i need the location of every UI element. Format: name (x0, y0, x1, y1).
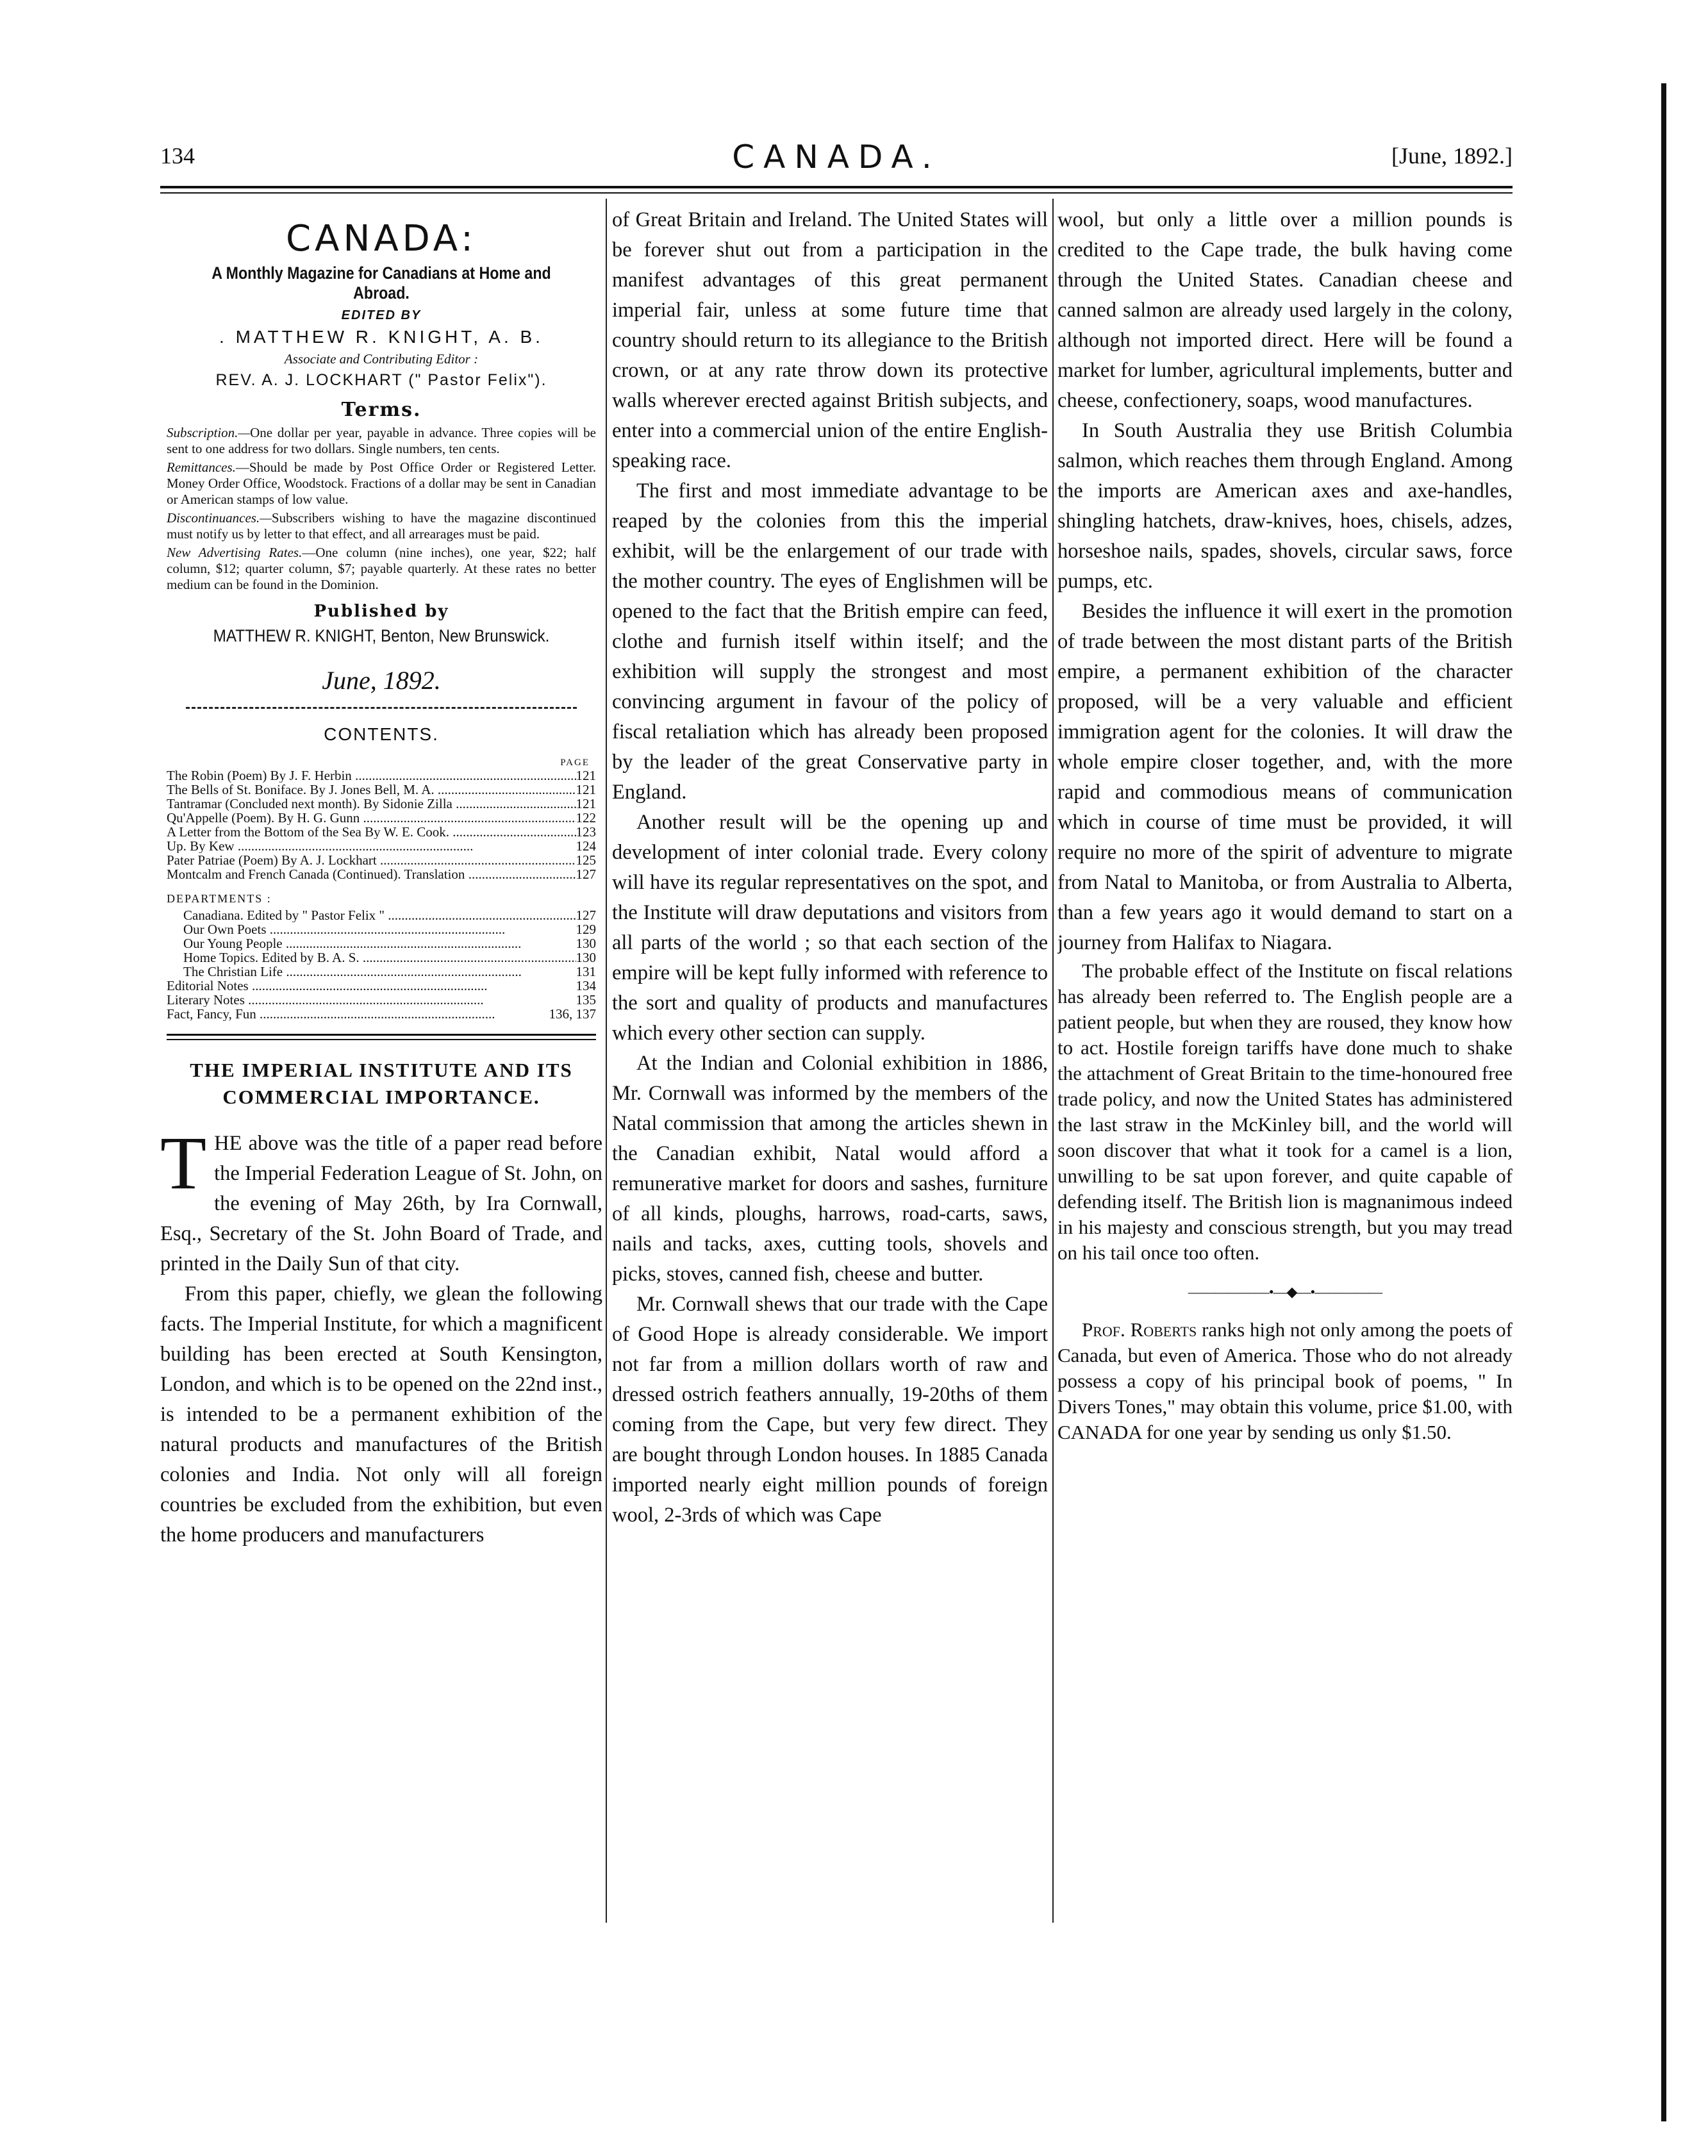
toc-entry: Tantramar (Concluded next month). By Sidonie Zilla ..... 121 (167, 797, 596, 811)
ornamental-separator: ——————•—◆—•————— (1188, 1284, 1382, 1300)
page-number: 134 (160, 143, 195, 169)
masthead (160, 218, 602, 421)
table-of-contents (160, 768, 602, 1021)
toc-entry: Montcalm and French Canada (Continued). Translation ..... 127 (167, 867, 596, 881)
terms-item: Subscription.—One dollar per year, payable in advance. Three copies will be sent to one address for two dollars. Single numbers, ten cents. (167, 425, 596, 456)
column-divider (1052, 199, 1054, 1923)
edited-by-label: EDITED BY (341, 308, 422, 322)
double-rule (167, 1034, 596, 1040)
page-edge-bar (1661, 83, 1666, 2121)
toc-entry: Pater Patriae (Poem) By A. J. Lockhart ..... 125 (167, 853, 596, 867)
ornamental-rule (186, 707, 577, 715)
column-divider (606, 199, 607, 1923)
note-paragraph: Prof. Roberts ranks high not only among the poets of Canada, but even of America. Those who do not already possess a copy of his principal book of poems, " In Divers Tones," may obtain this volume, price $1.00, with CANADA for one year by sending us only $1.50. (1057, 1318, 1513, 1443)
article-paragraph: wool, but only a little over a million pounds is credited to the Cape trade, the bulk having come through the United States. Canadian cheese and canned salmon are already used largely in the colony, although not imported direct. Here will be found a market for lumber, agricultural implements, butter and cheese, confectionery, soaps, wood manufactures. (1057, 208, 1513, 412)
masthead-name: CANADA: (286, 218, 477, 260)
header-date: [June, 1892.] (1391, 143, 1513, 169)
note-name: Prof. Roberts (1082, 1318, 1197, 1341)
toc-department: Home Topics. Edited by B. A. S. ..... 130 (167, 950, 596, 965)
article-paragraph: Besides the influence it will exert in the promotion of trade between the most distant parts of the British empire, a permanent exhibition of the character proposed, will be a very valuable and efficient immigration agent for the colonies. It will draw the whole empire closer together, and, with the more rapid and commodious means of communication which in course of time must be provided, it will require no more of the spirit of adventure to migrate from Natal to Manitoba, or from Australia to Alberta, than a few years ago it would demand to start on a journey from Halifax to Niagara. (1057, 600, 1513, 954)
toc-department: Literary Notes ..... 135 (167, 993, 596, 1007)
publisher: MATTHEW R. KNIGHT, Benton, New Brunswick. (213, 626, 550, 645)
toc-department: Canadiana. Edited by " Pastor Felix " ..... 127 (167, 908, 596, 922)
issue-date: June, 1892. (322, 666, 441, 695)
toc-entry: Qu'Appelle (Poem). By H. G. Gunn ..... 122 (167, 811, 596, 825)
associate-label: Associate and Contributing Editor : (284, 351, 479, 367)
departments-label: DEPARTMENTS : (167, 892, 272, 905)
published-by-label: Published by (313, 602, 449, 621)
header-rule (160, 186, 1513, 188)
article-paragraph: Mr. Cornwall shews that our trade with the Cape of Good Hope is already considerable. We import not far from a million dollars worth of raw and dressed ostrich feathers annually, 19-20ths of them coming from the Cape, but very few direct. They are bought through London houses. In 1885 Canada imported nearly eight million pounds of foreign wool, 2-3rds of which was Cape (612, 1293, 1048, 1527)
article-paragraph: In South Australia they use British Columbia salmon, which reaches them through England. Among the imports are American axes and axe-handles, shingling hatchets, draw-knives, hoes, chisels, adzes, horseshoe nails, spades, shovels, circular saws, force pumps, etc. (1057, 419, 1513, 593)
associate-editor: REV. A. J. LOCKHART (" Pastor Felix"). (215, 371, 547, 389)
toc-entry: Up. By Kew ..... 124 (167, 839, 596, 853)
article-title: THE IMPERIAL INSTITUTE AND ITS COMMERCIAL IMPORTANCE. (190, 1059, 573, 1108)
article-paragraph: The first and most immediate advantage to be reaped by the colonies from this the imperial exhibit, will be the enlargement of our trade with the mother country. The eyes of Englishmen will be opened to the fact that the British empire can feed, clothe and furnish itself within itself; and the exhibition will supply the strongest and most convincing argument in favour of the policy of fiscal retaliation which has already been proposed by the leader of the great Conservative party in England. (612, 479, 1048, 804)
article-paragraph: From this paper, chiefly, we glean the following facts. The Imperial Institute, for which a magnificent building has been erected at South Kensington, London, and which is to be opened on the 22nd inst., is intended to be a permanent exhibition of the natural products and manufactures of the British colonies and India. Not only will all foreign countries be excluded from the exhibition, but even the home producers and manufacturers (160, 1282, 602, 1547)
terms-item: Discontinuances.—Subscribers wishing to have the magazine discontinued must notify us by letter to that effect, and all arrearages must be paid. (167, 510, 596, 542)
column-1 (160, 205, 602, 1945)
article-paragraph: THE above was the title of a paper read before the Imperial Federation League of St. John, on the evening of May 26th, by Ira Cornwall, Esq., Secretary of the St. John Board of Trade, and printed in the Daily Sun of that city. (160, 1121, 602, 1275)
terms-heading: Terms. (341, 399, 422, 421)
contents-heading: CONTENTS. (324, 724, 439, 744)
article-paragraph: of Great Britain and Ireland. The United States will be forever shut out from a participation in the manifest advantages of this great permanent imperial fair, unless at some future time that country should return to its allegiance to the British crown, or at any rate throw down its protective walls wherever erected against British subjects, and enter into a commercial union of the entire English-speaking race. (612, 208, 1048, 472)
page-title: CANADA. (732, 138, 941, 176)
toc-department: Fact, Fancy, Fun ..... 136, 137 (167, 1007, 596, 1021)
header-rule-thin (160, 192, 1513, 194)
contents-page-label: PAGE (560, 758, 590, 768)
drop-cap: T (160, 1121, 207, 1205)
toc-entry: A Letter from the Bottom of the Sea By W. E. Cook. ..... 123 (167, 825, 596, 839)
editor-name: . MATTHEW R. KNIGHT, A. B. (219, 327, 543, 347)
article-paragraph: Another result will be the opening up and development of inter colonial trade. Every colony will have its regular representatives on the spot, and the Institute will draw deputations and visitors from all parts of the world ; so that each section of the empire will be kept fully informed with reference to the sort and quality of products and manufactures which every other section can supply. (612, 811, 1048, 1045)
toc-department: Our Own Poets ..... 129 (167, 922, 596, 936)
toc-entry: The Robin (Poem) By J. F. Herbin ..... 121 (167, 768, 596, 783)
terms-list (160, 425, 602, 593)
toc-department: Editorial Notes ..... 134 (167, 979, 596, 993)
toc-entry: The Bells of St. Boniface. By J. Jones Bell, M. A. ..... 121 (167, 783, 596, 797)
terms-item: Remittances.—Should be made by Post Office Order or Registered Letter. Money Order Office, Woodstock. Fractions of a dollar may be sent in Canadian or American stamps of low value. (167, 460, 596, 507)
article-paragraph: At the Indian and Colonial exhibition in 1886, Mr. Cornwall was informed by the members of the Natal commission that among the articles shewn in the Canadian exhibit, Natal would afford a remunerative market for doors and sashes, furniture of all kinds, ploughs, harrows, road-carts, saws, nails and tacks, axes, cutting tools, shovels and picks, stoves, canned fish, cheese and butter. (612, 1052, 1048, 1286)
column-3 (1057, 205, 1513, 1945)
terms-item: New Advertising Rates.—One column (nine inches), one year, $22; half column, $12; quarter column, $7; payable quarterly. At these rates no better medium can be found in the Dominion. (167, 545, 596, 592)
article-paragraph: The probable effect of the Institute on fiscal relations has already been referred to. The English people are a patient people, but when they are roused, they know how to act. Hostile foreign tariffs have done much to shake the attachment of Great Britain to the time-honoured free trade policy, and now the United States has administered the last straw in the McKinley bill, and the world will soon discover that what it took for a camel is a lion, unwilling to be sat upon forever, and quite capable of defending itself. The British lion is magnanimous indeed in his majesty and conscious strength, but you may tread on his tail once too often. (1057, 959, 1513, 1264)
column-2 (612, 205, 1048, 1945)
toc-department: The Christian Life ..... 131 (167, 965, 596, 979)
masthead-subtitle: A Monthly Magazine for Canadians at Home and Abroad. (211, 263, 551, 303)
toc-department: Our Young People ..... 130 (167, 936, 596, 950)
